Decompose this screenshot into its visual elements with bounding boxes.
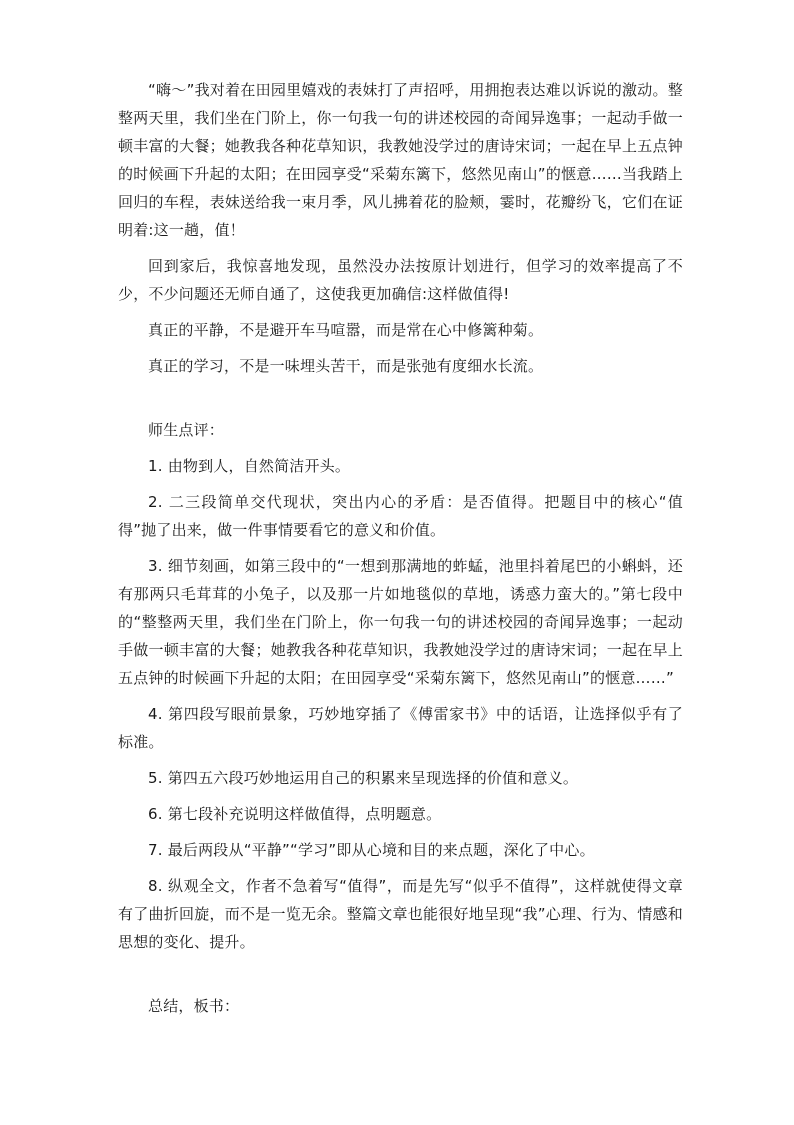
review-item-text: 由物到人，自然简洁开头。	[167, 457, 351, 475]
review-item-number: 5.	[148, 769, 163, 787]
review-item-8	[118, 872, 683, 956]
review-item-7	[118, 836, 683, 864]
review-item-3	[118, 552, 683, 692]
review-item-number: 6.	[148, 805, 163, 823]
review-item-number: 3.	[148, 557, 163, 575]
review-item-text: 纵观全文，作者不急着写“值得”，而是先写“似乎不值得”，这样就使得文章有了曲折回旋，而不是一览无余。整篇文章也能很好地呈现“我”心理、行为、情感和思想的变化、提升。	[118, 877, 684, 951]
review-item-number: 2.	[148, 493, 163, 511]
essay-paragraph-1: “嗨～”我对着在田园里嬉戏的表妹打了声招呼，用拥抱表达难以诉说的激动。整整两天里，我们坐在门阶上，你一句我一句的讲述校园的奇闻异逸事；一起动手做一顿丰富的大餐；她教我各种花草知识，我教她没学过的唐诗宋词；一起在早上五点钟的时候画下升起的太阳；在田园享受“采菊东篱下，悠然见南山”的惬意……当我踏上回归的车程，表妹送给我一束月季，风儿拂着花的脸颊，霎时，花瓣纷飞，它们在证明着:这一趟，值！	[118, 81, 683, 239]
summary-heading: 总结，板书：	[148, 997, 240, 1015]
document-page	[118, 76, 683, 1028]
review-item-number: 1.	[148, 457, 163, 475]
review-item-1	[118, 452, 683, 480]
review-item-number: 7.	[148, 841, 163, 859]
review-item-number: 4.	[148, 705, 163, 723]
review-item-text: 第四段写眼前景象，巧妙地穿插了《傅雷家书》中的话语，让选择似乎有了标准。	[118, 705, 684, 751]
essay-paragraph-3: 真正的平静，不是避开车马喧嚣，而是常在心中修篱种菊。	[148, 321, 544, 339]
review-item-text: 第四五六段巧妙地运用自己的积累来呈现选择的价值和意义。	[167, 769, 579, 787]
essay-paragraph-4: 真正的学习，不是一味埋头苦干，而是张弛有度细水长流。	[148, 357, 544, 375]
review-item-text: 二三段简单交代现状，突出内心的矛盾：是否值得。把题目中的核心“值得”抛了出来，做一件事情要看它的意义和价值。	[118, 493, 683, 539]
review-item-text: 第七段补充说明这样做值得，点明题意。	[167, 805, 442, 823]
review-item-6	[118, 800, 683, 828]
review-item-number: 8.	[148, 877, 163, 895]
review-item-text: 最后两段从“平静”“学习”即从心境和目的来点题，深化了中心。	[167, 841, 595, 859]
review-item-4	[118, 700, 683, 756]
review-item-2	[118, 488, 683, 544]
review-heading: 师生点评：	[148, 421, 225, 439]
review-item-5	[118, 764, 683, 792]
essay-paragraph-2: 回到家后，我惊喜地发现，虽然没办法按原计划进行，但学习的效率提高了不少，不少问题还无师自通了，这使我更加确信:这样做值得!	[118, 257, 683, 303]
review-item-text: 细节刻画，如第三段中的“一想到那满地的蚱蜢，池里抖着尾巴的小蝌蚪，还有那两只毛茸茸的小兔子，以及那一片如地毯似的草地，诱惑力蛮大的。”第七段中的“整整两天里，我们坐在门阶上，你一句我一句的讲述校园的奇闻异逸事；一起动手做一顿丰富的大餐；她教我各种花草知识，我教她没学过的唐诗宋词；一起在早上五点钟的时候画下升起的太阳；在田园享受“采菊东篱下，悠然见南山”的惬意……”	[118, 557, 683, 687]
